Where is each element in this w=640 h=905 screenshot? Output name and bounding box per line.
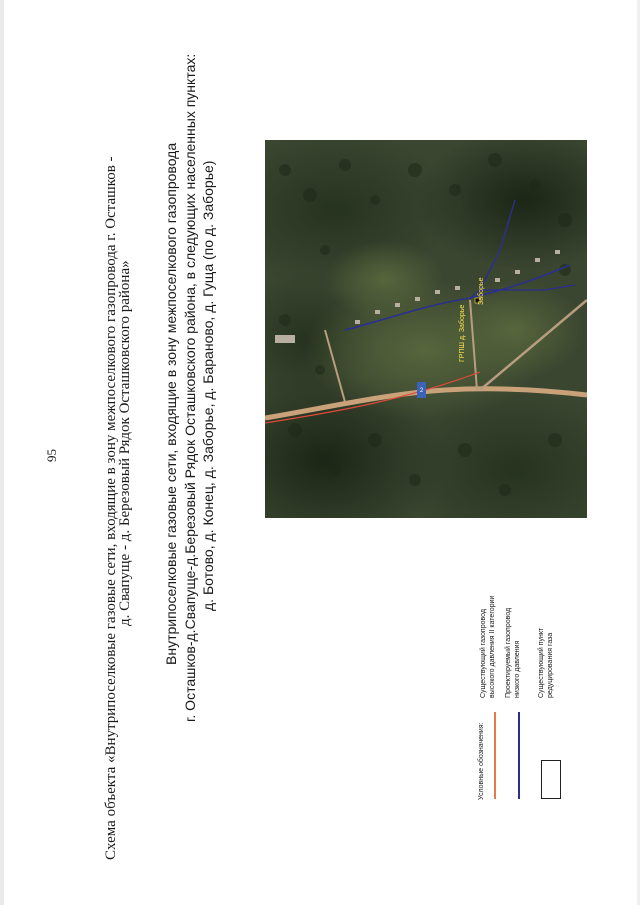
scan-border-left xyxy=(0,0,4,905)
legend-item-1-line-2: высокого давления II категории xyxy=(489,595,496,698)
map-label-zaborye: Заборье xyxy=(478,277,485,305)
field-area xyxy=(445,277,585,380)
satellite-map xyxy=(265,140,587,518)
map-label-grpsh: ГРПШ д. Заборье xyxy=(459,304,466,362)
legend-item-3-line-2: редуцирования газа xyxy=(547,632,554,698)
page-number: 95 xyxy=(44,449,59,462)
legend-line-low-pressure xyxy=(518,712,520,799)
map-caption-line-1: Внутрипоселковые газовые сети, входящие в зону межпоселкового газопровода xyxy=(163,142,179,665)
legend-line-high-pressure xyxy=(494,712,496,799)
map-caption-line-3: д. Ботово, д. Конец, д. Заборье, д. Бараново, д. Гуща (по д. Заборье) xyxy=(200,160,216,611)
scheme-title-line-1: Схема объекта «Внутрипоселковые газовые сети, входящие в зону межпоселкового газопровода г. Осташков - xyxy=(103,156,119,860)
legend-box-station xyxy=(541,760,561,799)
legend-item-1-line-1: Существующий газопровод xyxy=(480,609,487,698)
road-marker-text: 2 xyxy=(419,388,424,394)
legend-title: Условные обозначения: xyxy=(478,722,485,800)
legend-item-2-line-2: низкого давления xyxy=(514,640,521,698)
legend-item-3-line-1: Существующий пункт xyxy=(538,627,545,698)
legend-item-2-line-1: Проектируемый газопровод xyxy=(505,607,512,698)
scheme-title-line-2: д. Свапуще - д. Березовый Рядок Осташковского района» xyxy=(117,260,133,626)
map-caption-line-2: г. Осташков-д.Свапуще-д.Березовый Рядок Осташковского района, в следующих населенных пунктах: xyxy=(182,53,198,722)
